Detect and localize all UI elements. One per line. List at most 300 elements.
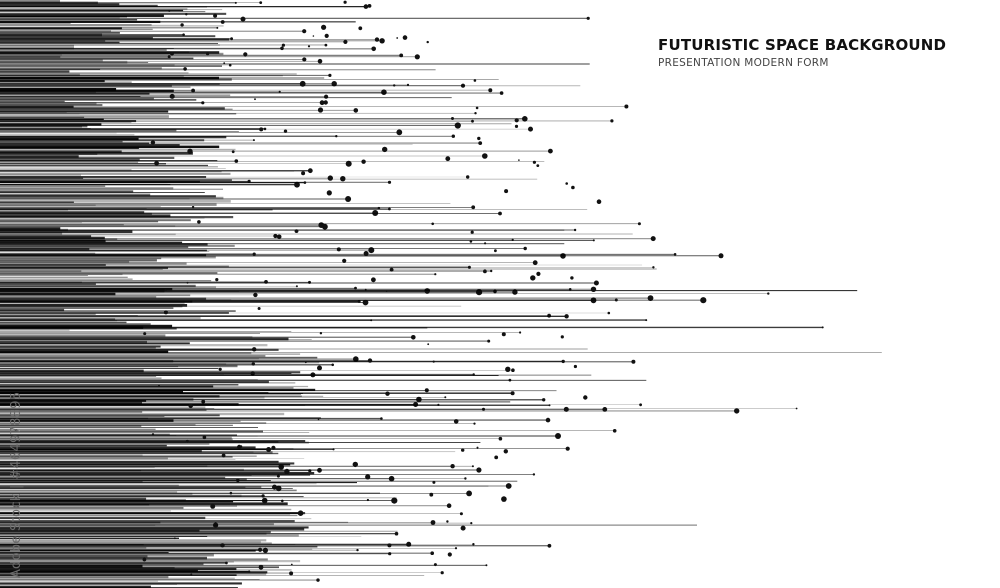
particle-dot xyxy=(215,278,218,281)
particle-dot xyxy=(254,98,256,100)
particle-dot xyxy=(185,13,187,15)
particle-dot xyxy=(331,364,334,367)
particle-dot xyxy=(192,206,194,208)
particle-dot xyxy=(476,467,481,472)
particle-dot xyxy=(429,493,433,497)
particle-dot xyxy=(213,14,217,18)
speed-bar xyxy=(0,66,222,67)
particle-dot xyxy=(448,552,452,556)
particle-dot xyxy=(451,117,454,120)
speed-bar xyxy=(0,29,153,30)
particle-dot xyxy=(583,395,587,399)
particle-dot xyxy=(318,59,323,64)
particle-dot xyxy=(174,537,176,539)
speed-bar xyxy=(0,357,317,359)
particle-dot xyxy=(302,29,306,33)
particle-dot xyxy=(308,45,310,47)
particle-dot xyxy=(415,54,420,59)
speed-bar xyxy=(0,168,226,169)
speed-bar xyxy=(0,24,152,26)
speed-bar xyxy=(0,16,127,17)
particle-dot xyxy=(236,479,240,483)
particle-dot xyxy=(258,548,262,552)
particle-dot xyxy=(364,251,369,256)
speed-bar xyxy=(0,382,295,383)
particle-dot xyxy=(337,247,341,251)
particle-dot xyxy=(365,474,370,479)
speed-bar xyxy=(0,126,82,127)
particle-dot xyxy=(464,477,466,479)
particle-dot xyxy=(562,360,565,363)
speed-bar xyxy=(0,62,148,63)
particle-dot xyxy=(289,571,293,575)
particle-dot xyxy=(324,95,328,99)
particle-dot xyxy=(164,310,168,314)
particle-dot xyxy=(382,147,387,152)
particle-dot xyxy=(253,293,257,297)
speed-bar xyxy=(0,112,67,113)
speed-bar xyxy=(0,314,96,315)
particle-dot xyxy=(602,407,607,412)
stock-watermark xyxy=(4,328,28,578)
speed-bar xyxy=(0,147,139,149)
speed-bar xyxy=(0,294,190,296)
particle-dot xyxy=(432,481,435,484)
particle-dot xyxy=(253,139,255,141)
page-title: FUTURISTIC SPACE BACKGROUND xyxy=(658,36,947,54)
speed-bar xyxy=(0,581,158,582)
speed-bar xyxy=(0,149,236,150)
speed-bar xyxy=(0,368,218,369)
particle-dot xyxy=(393,84,395,86)
particle-dot xyxy=(499,437,503,441)
particle-dot xyxy=(561,335,564,338)
particle-dot xyxy=(504,449,508,453)
particle-dot xyxy=(354,108,359,113)
particle-dot xyxy=(187,149,192,154)
speed-bar xyxy=(0,278,133,280)
particle-dot xyxy=(638,222,641,225)
speed-bar xyxy=(0,562,234,563)
particle-dot xyxy=(223,62,225,64)
particle-dot xyxy=(734,408,739,413)
particle-dot xyxy=(258,307,261,310)
particle-dot xyxy=(168,10,170,12)
particle-dot xyxy=(466,175,469,178)
speed-bar xyxy=(0,490,297,492)
particle-dot xyxy=(180,23,183,26)
particle-dot xyxy=(494,249,497,252)
particle-dot xyxy=(515,125,518,128)
particle-dot xyxy=(280,47,284,51)
particle-dot xyxy=(434,273,436,275)
particle-dot xyxy=(476,107,479,110)
speed-bar xyxy=(0,117,84,118)
speed-bar xyxy=(0,94,230,96)
particle-dot xyxy=(597,199,602,204)
particle-dot xyxy=(431,223,434,226)
particle-dot xyxy=(252,362,255,365)
particle-dot xyxy=(471,231,474,234)
particle-dot xyxy=(291,564,293,566)
particle-dot xyxy=(143,332,146,335)
particle-dot xyxy=(533,473,535,475)
particle-dot xyxy=(441,571,444,574)
particle-dot xyxy=(452,135,455,138)
particle-dot xyxy=(263,548,268,553)
speed-bar xyxy=(0,323,151,325)
speed-bar xyxy=(0,246,188,247)
particle-dot xyxy=(353,462,358,467)
particle-dot xyxy=(201,101,204,104)
speed-bar xyxy=(0,22,71,23)
particle-dot xyxy=(367,499,369,501)
particle-dot xyxy=(230,492,233,495)
speed-bar xyxy=(0,584,177,585)
particle-dot xyxy=(431,520,436,525)
particle-dot xyxy=(345,196,351,202)
particle-dot xyxy=(477,137,480,140)
particle-dot xyxy=(206,52,209,55)
speed-bar xyxy=(0,515,297,516)
speed-bar xyxy=(0,331,291,332)
particle-dot xyxy=(505,367,510,372)
particle-dot xyxy=(455,547,457,549)
particle-dot xyxy=(266,447,271,452)
particle-dot xyxy=(471,205,475,209)
particle-dot xyxy=(344,1,347,4)
particle-dot xyxy=(388,181,391,184)
particle-dot xyxy=(461,526,466,531)
particle-dot xyxy=(485,564,487,566)
particle-dot xyxy=(278,464,284,470)
particle-dot xyxy=(318,419,320,421)
speed-bar xyxy=(0,131,239,132)
particle-dot xyxy=(548,544,552,548)
particle-dot xyxy=(248,571,250,573)
particle-dot xyxy=(466,491,472,497)
speed-bar xyxy=(0,461,279,463)
speed-bar xyxy=(0,99,196,100)
particle-dot xyxy=(674,253,677,256)
particle-dot xyxy=(455,122,461,128)
particle-dot xyxy=(389,476,395,482)
particle-dot xyxy=(566,447,570,451)
particle-dot xyxy=(615,299,618,302)
speed-bar xyxy=(0,205,96,206)
speed-bar xyxy=(0,354,300,355)
particle-dot xyxy=(375,37,379,41)
particle-dot xyxy=(395,532,399,536)
particle-dot xyxy=(340,176,345,181)
speed-bar xyxy=(0,310,236,311)
particle-dot xyxy=(189,404,193,408)
speed-bar xyxy=(0,280,211,281)
particle-dot xyxy=(368,358,372,362)
speed-bar xyxy=(0,179,232,181)
particle-dot xyxy=(391,498,397,504)
particle-dot xyxy=(300,81,306,87)
particle-dot xyxy=(277,475,280,478)
particle-dot xyxy=(446,520,448,522)
speed-bar xyxy=(0,19,137,20)
particle-dot xyxy=(271,446,275,450)
particle-dot xyxy=(342,259,346,263)
speed-bar xyxy=(0,322,127,324)
speed-bar xyxy=(0,251,209,252)
particle-dot xyxy=(302,57,306,61)
particle-dot xyxy=(385,392,389,396)
particle-dot xyxy=(546,418,551,423)
speed-bar xyxy=(0,141,123,143)
particle-dot xyxy=(427,41,429,43)
speed-bar xyxy=(0,50,167,51)
particle-dot xyxy=(461,448,464,451)
particle-dot xyxy=(450,464,454,468)
particle-dot xyxy=(483,270,487,274)
particle-dot xyxy=(474,112,476,114)
particle-dot xyxy=(524,247,527,250)
particle-dot xyxy=(548,149,553,154)
particle-dot xyxy=(151,140,155,144)
particle-dot xyxy=(201,400,205,404)
particle-dot xyxy=(327,190,332,195)
particle-dot xyxy=(396,129,402,135)
particle-dot xyxy=(240,445,242,447)
particle-dot xyxy=(379,38,384,43)
speed-bar xyxy=(0,578,235,580)
particle-dot xyxy=(651,236,656,241)
particle-dot xyxy=(477,447,479,449)
particle-dot xyxy=(308,168,313,173)
speed-bar xyxy=(0,443,209,445)
particle-dot xyxy=(378,207,380,209)
speed-bar xyxy=(0,165,208,166)
particle-dot xyxy=(796,408,798,410)
speed-bar xyxy=(0,339,312,340)
particle-dot xyxy=(506,483,512,489)
particle-dot xyxy=(533,161,536,164)
speed-bar xyxy=(0,275,88,276)
particle-dot xyxy=(470,240,473,243)
speed-bar xyxy=(0,453,278,454)
particle-dot xyxy=(282,44,285,47)
particle-dot xyxy=(325,44,328,47)
particle-dot xyxy=(232,150,235,153)
particle-dot xyxy=(220,543,224,547)
particle-dot xyxy=(221,20,225,24)
particle-dot xyxy=(253,253,256,256)
particle-dot xyxy=(608,312,611,315)
particle-dot xyxy=(473,423,475,425)
particle-dot xyxy=(264,128,267,131)
particle-dot xyxy=(317,366,322,371)
particle-dot xyxy=(272,485,277,490)
particle-dot xyxy=(318,107,323,112)
particle-dot xyxy=(564,314,568,318)
speed-bar xyxy=(0,202,74,203)
particle-dot xyxy=(320,100,325,105)
particle-dot xyxy=(388,208,391,211)
particle-dot xyxy=(298,510,304,516)
particle-dot xyxy=(470,522,472,524)
speed-bar xyxy=(0,11,205,12)
speed-bar xyxy=(0,26,224,27)
speed-bar xyxy=(0,82,132,83)
speed-bar xyxy=(0,384,238,386)
particle-dot xyxy=(487,340,490,343)
particle-dot xyxy=(387,543,391,547)
speed-bar xyxy=(0,518,311,519)
particle-dot xyxy=(511,391,515,395)
speed-bar xyxy=(0,277,128,278)
particle-dot xyxy=(444,396,446,398)
speed-bar xyxy=(0,355,265,357)
particle-dot xyxy=(501,496,507,502)
speed-bar xyxy=(0,109,233,110)
particle-dot xyxy=(320,332,322,334)
particle-dot xyxy=(594,281,599,286)
particle-dot xyxy=(225,562,228,565)
stock-watermark-text: Adobe Stock | #464978895 xyxy=(9,391,24,578)
particle-dot xyxy=(518,159,520,161)
particle-dot xyxy=(411,335,416,340)
particle-dot xyxy=(365,289,367,291)
particle-dot xyxy=(528,127,533,132)
speed-bar xyxy=(0,542,272,544)
speed-bar xyxy=(0,427,258,428)
particle-dot xyxy=(364,4,369,9)
speed-bar xyxy=(0,307,173,309)
speed-bar xyxy=(0,133,117,134)
particle-dot xyxy=(316,578,319,581)
particle-dot xyxy=(284,130,287,133)
particle-dot xyxy=(372,210,378,216)
particle-dot xyxy=(587,17,590,20)
speed-bar xyxy=(0,421,241,422)
particle-dot xyxy=(328,175,333,180)
particle-dot xyxy=(591,287,596,292)
particle-dot xyxy=(164,289,167,292)
particle-dot xyxy=(210,504,215,509)
title-block xyxy=(658,36,958,69)
particle-dot xyxy=(445,156,450,161)
particle-dot xyxy=(230,37,233,40)
speed-bar xyxy=(0,464,290,466)
particle-dot xyxy=(356,549,358,551)
particle-dot xyxy=(296,285,298,287)
particle-dot xyxy=(313,35,315,37)
particle-dot xyxy=(498,212,502,216)
particle-dot xyxy=(219,368,222,371)
particle-dot xyxy=(197,220,201,224)
speed-bar xyxy=(0,261,129,263)
particle-dot xyxy=(504,189,508,193)
particle-dot xyxy=(284,469,289,474)
speed-bar xyxy=(0,387,294,389)
speed-bar xyxy=(0,342,190,344)
speed-bar xyxy=(0,86,191,88)
particle-dot xyxy=(474,79,477,82)
speed-bar xyxy=(0,134,134,135)
particle-dot xyxy=(542,398,545,401)
particle-dot xyxy=(361,160,365,164)
particle-dot xyxy=(549,404,551,406)
particle-dot xyxy=(187,282,189,284)
particle-dot xyxy=(645,319,647,321)
particle-dot xyxy=(502,332,506,336)
speed-bar xyxy=(0,432,309,433)
particle-dot xyxy=(259,127,263,131)
particle-dot xyxy=(613,429,617,433)
particle-dot xyxy=(222,454,226,458)
particle-dot xyxy=(305,361,307,363)
particle-dot xyxy=(368,4,372,8)
particle-dot xyxy=(482,153,488,159)
particle-dot xyxy=(343,40,347,44)
speed-bar xyxy=(0,192,205,193)
particle-dot xyxy=(396,37,398,39)
particle-dot xyxy=(500,91,504,95)
particle-dot xyxy=(310,372,315,377)
particle-dot xyxy=(571,186,575,190)
speed-bar xyxy=(0,58,193,60)
particle-dot xyxy=(386,290,388,292)
particle-dot xyxy=(822,326,824,328)
particle-dot xyxy=(570,276,573,279)
speed-bar xyxy=(0,122,131,124)
particle-dot xyxy=(259,565,264,570)
particle-dot xyxy=(216,27,218,29)
speed-bar xyxy=(0,189,223,190)
particle-dot xyxy=(371,47,376,52)
particle-dot xyxy=(332,81,337,86)
particle-dot xyxy=(460,512,463,515)
speed-bar xyxy=(0,333,260,334)
particle-dot xyxy=(186,440,189,443)
particle-dot xyxy=(515,118,519,122)
particle-dot xyxy=(321,25,326,30)
particle-dot xyxy=(203,436,207,440)
particle-dot xyxy=(555,433,561,439)
particle-dot xyxy=(478,141,482,145)
particle-dot xyxy=(399,54,403,58)
particle-dot xyxy=(277,235,282,240)
speed-bar xyxy=(0,186,105,187)
particle-dot xyxy=(301,171,305,175)
particle-dot xyxy=(328,74,331,77)
speed-bar xyxy=(0,43,218,44)
particle-dot xyxy=(262,494,265,497)
particle-dot xyxy=(182,33,185,36)
particle-dot xyxy=(358,26,362,30)
speed-bar xyxy=(0,483,317,484)
particle-dot xyxy=(533,260,538,265)
particle-dot xyxy=(241,17,246,22)
speed-bar xyxy=(0,222,82,223)
speed-bar xyxy=(0,154,97,155)
particle-dot xyxy=(593,239,595,241)
particle-dot xyxy=(273,234,277,238)
particle-dot xyxy=(447,503,452,508)
particle-dot xyxy=(536,164,539,167)
speed-bar xyxy=(0,166,218,167)
particle-dot xyxy=(318,222,324,228)
particle-dot xyxy=(610,119,613,122)
particle-dot xyxy=(252,347,256,351)
page-subtitle: PRESENTATION MODERN FORM xyxy=(658,57,829,69)
particle-dot xyxy=(519,331,521,333)
